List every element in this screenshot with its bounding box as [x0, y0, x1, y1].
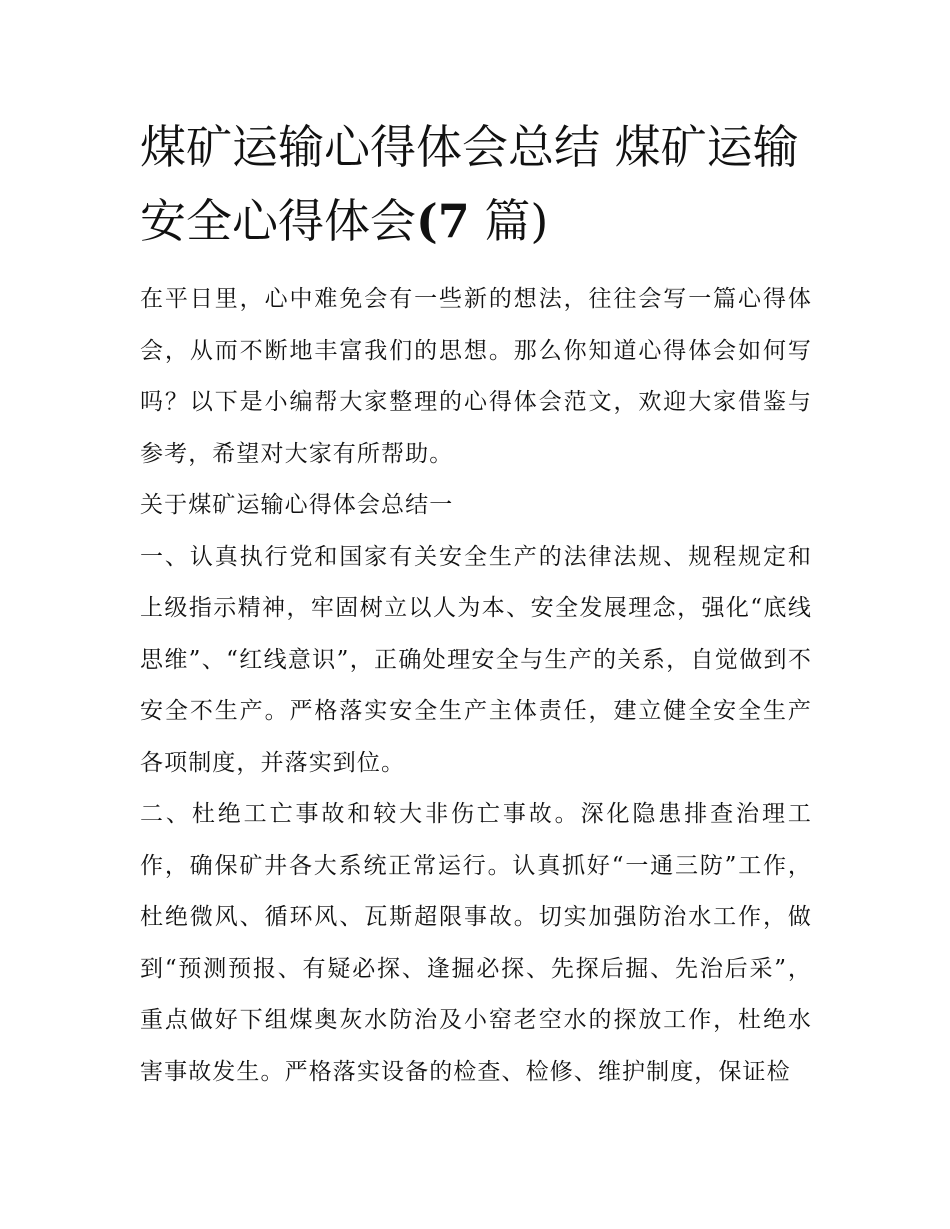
intro-paragraph: 在平日里，心中难免会有一些新的想法，往往会写一篇心得体会，从而不断地丰富我们的思想。那么你知道心得体会如何写吗？以下是小编帮大家整理的心得体会范文，欢迎大家借鉴与参考，希望对大家有所帮助。	[140, 286, 812, 467]
section-heading: 关于煤矿运输心得体会总结一	[140, 492, 454, 518]
title-count: (7	[416, 194, 470, 248]
document-content	[140, 110, 812, 1098]
document-title	[140, 110, 812, 258]
title-text: 煤矿运输心得体会总结 煤矿运输安全心得体会	[140, 120, 799, 248]
paragraph-item-1: 一、认真执行党和国家有关安全生产的法律法规、规程规定和上级指示精神，牢固树立以人为本、安全发展理念，强化“底线思维”、“红线意识”，正确处理安全与生产的关系，自觉做到不安全不生产。严格落实安全生产主体责任，建立健全安全生产各项制度，并落实到位。	[140, 543, 812, 776]
title-suffix: 篇)	[469, 194, 549, 248]
paragraph-item-2: 二、杜绝工亡事故和较大非伤亡事故。深化隐患排查治理工作，确保矿井各大系统正常运行。认真抓好“一通三防”工作，杜绝微风、循环风、瓦斯超限事故。切实加强防治水工作，做到“预测预报、有疑必探、逢掘必探、先探后掘、先治后采”，重点做好下组煤奥灰水防治及小窑老空水的探放工作，杜绝水害事故发生。严格落实设备的检查、检修、维护制度，保证检	[140, 801, 812, 1085]
